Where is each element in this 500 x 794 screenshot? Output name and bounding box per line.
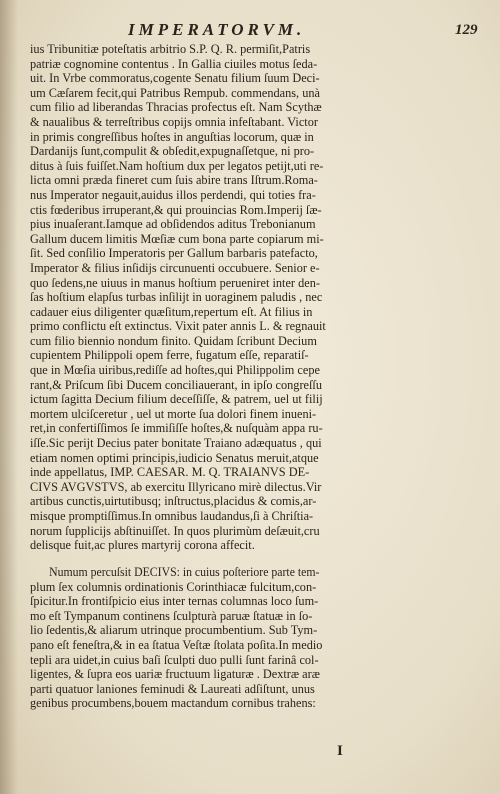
text-line: ret,in confertiſſimos ſe immiſiſſe hoſtes,& nuſquàm appa ru- (30, 421, 323, 436)
paragraph-decius-reign (30, 42, 498, 553)
text-line: ligentes, & ſupra eos uariæ fructuum ligaturæ . Dextræ aræ (30, 667, 320, 682)
text-line: cum filio biennio nondum finito. Quidam ſcribunt Decium (30, 333, 317, 348)
text-line: primo conflictu eſt extinctus. Vixit pater annis L. & regnauit (30, 319, 326, 334)
text-line: plum ſex columnis ordinationis Corinthiacæ fulcitum,con- (30, 579, 317, 594)
text-line: rant,& Priſcum ſibi Ducem conciliauerant, in ipſo congreſſu (30, 377, 322, 392)
text-line: ſit. Sed conſilio Imperatoris per Gallum barbaris patefacto, (30, 246, 318, 261)
text-line: ſpicitur.In frontiſpicio eius inter ternas columnas loco ſum- (30, 594, 319, 609)
text-line: cum filio ad liberandas Thracias profectus eſt. Nam Scythæ (30, 100, 322, 115)
text-line: um Cæſarem fecit,qui Patribus Rempub. commendans, unà (30, 85, 320, 100)
text-line: cadauer eius diligenter quæſitum,repertum eſt. At filius in (30, 304, 313, 319)
text-line: ctis fœderibus irruperant,& qui prouincias Rom.Imperij ſæ- (30, 202, 322, 217)
text-line: cupientem Philippoli opem ferre, fugatum eſſe, reparatiſ- (30, 348, 309, 363)
text-line: patriæ cognomine contentus . In Gallia ciuiles motus ſeda- (30, 56, 318, 71)
text-line: etiam nomen optimi principis,iudicio Senatus meruit,atque (30, 450, 319, 465)
gutter-shadow (0, 0, 18, 794)
text-line: iſſe.Sic perijt Decius pater bonitate Traiano adæquatus , qui (30, 436, 322, 451)
text-line: & naualibus & terreſtribus copijs omnia infeſtabant. Victor (30, 114, 318, 129)
text-line: tepli ara uidet,in cuius baſi ſculpti duo pulli ſunt farinâ col- (30, 652, 319, 667)
text-line: ius Tribunitiæ poteſtatis arbitrio S.P. Q. R. permiſit,Patris (30, 42, 311, 56)
text-line: genibus procumbens,bouem mactandum cornibus trahens: (30, 696, 316, 711)
signature-mark: I (337, 743, 343, 759)
text-line: ictum ſagitta Decium filium deceſſiſſe, & patrem, uel ut filij (30, 392, 323, 407)
text-line: inde appellatus, IMP. CAESAR. M. Q. TRAIANVS DE- (30, 465, 310, 480)
text-line: ditus à ſuis fuiſſet.Nam hoſtium dux per legatos petijt,uti re- (30, 158, 324, 173)
text-line: Gallum ducem limitis Mœſiæ cum bona parte copiarum mi- (30, 231, 324, 246)
text-line: ſas hoſtium elapſus turbas inſilijt in uoraginem paludis , nec (30, 290, 323, 305)
text-line: licta omni præda fineret cum ſuis abire trans Iſtrum.Roma- (30, 173, 318, 188)
page-header (0, 20, 500, 44)
text-line: delisque fuit,ac plures martyrij corona affecit. (30, 538, 255, 553)
paragraph-coin-description (30, 565, 498, 711)
text-line: quo ſedens,ne uiuus in manus hoſtium perueniret inter den- (30, 275, 320, 290)
text-line: nus Imperator negauit,auidus illos perdendi, qui toties fra- (30, 187, 316, 202)
text-line: uit. In Vrbe commoratus,cogente Senatu filium ſuum Deci- (30, 71, 320, 86)
text-line: lio ſedentis,& aliarum utrinque procumbentium. Sub Tym- (30, 623, 318, 638)
running-head: IMPERATORVM. (128, 20, 306, 39)
text-line: Numum percuſsit DECIVS: in cuius poſteriore parte tem- (49, 565, 320, 579)
text-line: artibus cunctis,uirtutibusq; inſtructus,placidus & comis,ar- (30, 494, 317, 509)
text-line: parti quatuor laniones feminudi & Laureati adſiſtunt, unus (30, 681, 315, 696)
text-line: Imperator & filius inſidijs circunuenti occubuere. Senior e- (30, 260, 320, 275)
text-line: que in Mœſia uiribus,rediſſe ad hoſtes,qui Philippolim cepe (30, 363, 320, 378)
text-line: pius inuaſerant.Iamque ad obſidendos aditus Trebonianum (30, 217, 316, 232)
page-number: 129 (455, 22, 478, 38)
text-line: mortem ulciſceretur , uel ut morte ſua dolori finem inueni- (30, 406, 317, 421)
text-line: misque promptiſſimus.In omnibus laudandus,ſi à Chriſtia- (30, 509, 314, 523)
text-line: in primis congreſſibus hoſtes in anguſtias locorum, quæ in (30, 129, 314, 144)
text-line: Dardanijs ſunt,compulit & obſedit,expugnaſſetque, ni pro- (30, 144, 315, 159)
text-line: pano eſt feneſtra,& in ea ſtatua Veſtæ ſtolata poſita.In medio (30, 637, 323, 652)
text-line: mo eſt Tympanum continens ſculpturà paruæ ſtatuæ in ſo- (30, 608, 313, 623)
text-line: norum ſupplicijs abſtinuiſſet. In quos plurimùm deſæuit,cru (30, 523, 320, 538)
text-line: CIVS AVGVSTVS, ab exercitu Illyricano mirè dilectus.Vir (30, 479, 322, 494)
